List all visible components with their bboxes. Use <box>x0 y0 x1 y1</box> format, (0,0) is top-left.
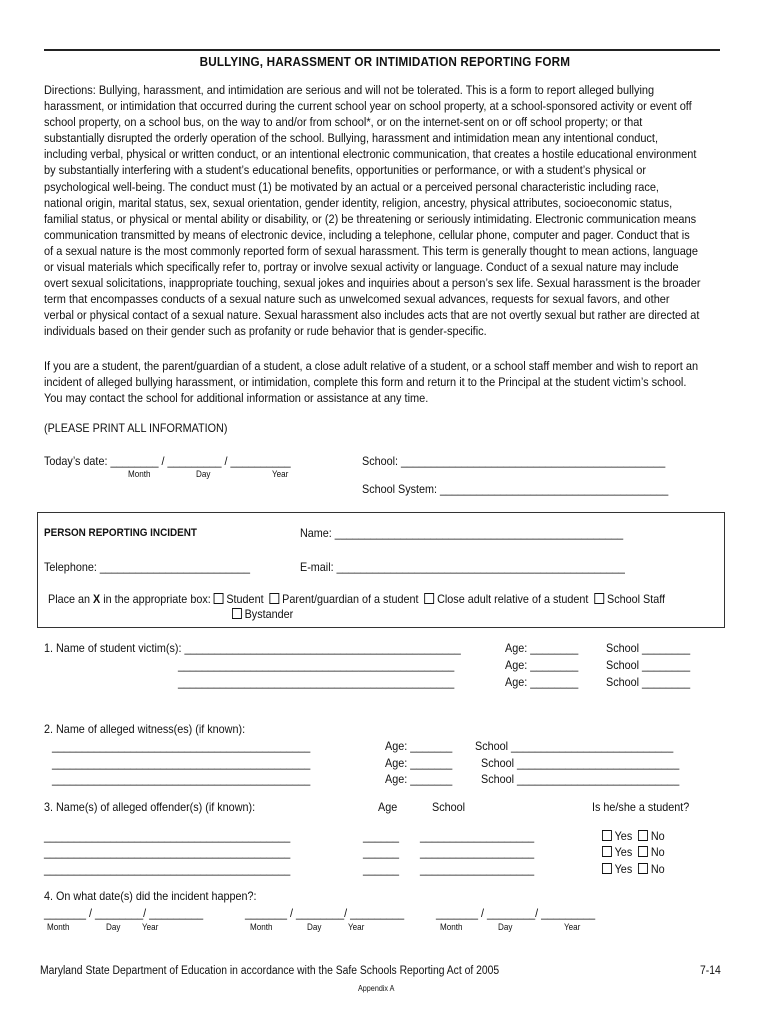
incident-date-field[interactable]: _______ / ________/ _________ <box>436 906 596 920</box>
date-month-label: Month <box>47 922 70 932</box>
no-checkbox[interactable] <box>638 863 648 874</box>
date-month-label: Month <box>250 922 273 932</box>
victim-school-field[interactable]: School ________ <box>606 641 691 655</box>
title-rule <box>44 49 720 51</box>
reporter-telephone-field[interactable]: Telephone: _________________________ <box>44 560 251 574</box>
date-day-label: Day <box>196 469 211 479</box>
directions-line: verbal or physical contact of a sexual nature. Sexual harassment also includes acts that are not overtly sexual but rather are directed at <box>44 308 700 323</box>
offender-student-choice <box>602 862 665 876</box>
directions-line: familial status, or physical or mental ability or disability, or (2) be threatening or seriously intimidating. Electronic communication means <box>44 211 697 226</box>
bystander-option-label: Bystander <box>244 607 294 621</box>
witness-label: 2. Name of alleged witness(es) (if known): <box>44 722 246 736</box>
date-month-label: Month <box>128 469 151 479</box>
directions-line: national origin, marital status, sex, sexual orientation, gender identity, religion, ancestry, physical attributes, socioeconomic status, <box>44 195 673 210</box>
footer-text: Maryland State Department of Education in accordance with the Safe Schools Reporting Act of 2005 <box>40 965 500 977</box>
school-field[interactable]: School: ____________________________________________ <box>362 454 666 468</box>
witness-name-field[interactable]: ___________________________________________ <box>52 739 311 753</box>
staff-checkbox[interactable] <box>594 593 604 604</box>
student-option-label: Student <box>226 592 264 606</box>
print-note: (PLEASE PRINT ALL INFORMATION) <box>44 421 228 435</box>
offender-age-field[interactable]: ______ <box>363 862 400 876</box>
directions-line: Directions: Bullying, harassment, and intimidation are serious and will not be tolerated. This is a form to report alleged bullying <box>44 83 655 97</box>
directions-paragraph <box>44 82 710 340</box>
date-year-label: Year <box>142 922 159 932</box>
reporter-heading: PERSON REPORTING INCIDENT <box>44 527 197 539</box>
witness-school-field[interactable]: School ___________________________ <box>475 739 674 753</box>
yes-checkbox[interactable] <box>602 846 612 857</box>
yes-label: Yes <box>614 829 633 843</box>
offender-school-field[interactable]: ___________________ <box>420 862 535 876</box>
no-label: No <box>650 829 665 843</box>
staff-option-label: School Staff <box>606 592 666 606</box>
relative-option-label: Close adult relative of a student <box>437 592 589 606</box>
reporter-name-field[interactable]: Name: ________________________________________________ <box>300 526 624 540</box>
yes-checkbox[interactable] <box>602 863 612 874</box>
victim-name-field[interactable]: ______________________________________________ <box>178 675 455 689</box>
incident-date-field[interactable]: _______ / ________/ _________ <box>44 906 204 920</box>
place-x-prefix: Place an <box>48 592 94 606</box>
offender-name-field[interactable]: _________________________________________ <box>44 862 291 876</box>
witness-age-field[interactable]: Age: _______ <box>385 756 453 770</box>
place-x-suffix: in the appropriate box: <box>100 592 211 606</box>
offender-name-field[interactable]: _________________________________________ <box>44 829 291 843</box>
directions-line: communication transmitted by means of electronic device, including a telephone, cellular phone, computer and pager. Conduct that is <box>44 227 690 242</box>
date-year-label: Year <box>272 469 289 479</box>
parent-option-label: Parent/guardian of a student <box>282 592 419 606</box>
directions-line: or visual materials which specifically refer to, portray or involve sexual activity or language. Conduct of a sexual nature may include <box>44 260 679 275</box>
offender-name-field[interactable]: _________________________________________ <box>44 845 291 859</box>
witness-name-field[interactable]: ___________________________________________ <box>52 756 311 770</box>
victim-name-field[interactable]: 1. Name of student victim(s): ______________________________________________ <box>44 641 461 655</box>
witness-school-field[interactable]: School ___________________________ <box>481 772 680 786</box>
victim-age-field[interactable]: Age: ________ <box>505 675 579 689</box>
witness-age-field[interactable]: Age: _______ <box>385 739 453 753</box>
victim-age-field[interactable]: Age: ________ <box>505 658 579 672</box>
reporter-role-row <box>48 592 665 606</box>
offender-age-header: Age <box>378 800 398 814</box>
victim-school-field[interactable]: School ________ <box>606 675 691 689</box>
directions-line: term that encompasses conducts of a sexual nature such as unwelcomed sexual advances, requests for sexual favors, and other <box>44 292 670 307</box>
no-label: No <box>650 862 665 876</box>
instructions-line: If you are a student, the parent/guardian of a student, a close adult relative of a student, or a school staff member and wish to report an <box>44 359 699 373</box>
offender-age-field[interactable]: ______ <box>363 845 400 859</box>
directions-line: individuals based on their gender such as profanity or rude behavior that is gender-specific. <box>44 324 487 339</box>
yes-label: Yes <box>614 862 633 876</box>
victim-name-field[interactable]: ______________________________________________ <box>178 658 455 672</box>
offender-student-choice <box>602 829 665 843</box>
directions-line: overt sexual solicitations, inappropriate touching, sexual jokes and inquiries about a person’s sex life. Sexual harassment is the broader <box>44 276 701 291</box>
instructions-paragraph <box>44 358 710 406</box>
offender-school-field[interactable]: ___________________ <box>420 845 535 859</box>
instructions-line: incident of alleged bullying harassment, or intimidation, complete this form and return it to the Principal at the student victim’s school. <box>44 375 687 390</box>
parent-checkbox[interactable] <box>270 593 280 604</box>
directions-line: of a sexual nature is the most commonly reported form of sexual harassment. This term is generally thought to mean actions, language <box>44 243 698 258</box>
incident-date-field[interactable]: _______ / ________/ _________ <box>245 906 405 920</box>
date-year-label: Year <box>564 922 581 932</box>
page-number: 7-14 <box>700 965 721 977</box>
offender-student-header: Is he/she a student? <box>592 800 690 814</box>
no-label: No <box>650 845 665 859</box>
student-checkbox[interactable] <box>214 593 224 604</box>
directions-line: psychological well-being. The conduct must (1) be motivated by an actual or a perceived personal characteristic including race, <box>44 179 659 194</box>
directions-line: school property, on a school bus, on the way to and/or from school*, or on the internet-sent on or off school property; or that <box>44 115 643 130</box>
victim-school-field[interactable]: School ________ <box>606 658 691 672</box>
no-checkbox[interactable] <box>638 846 648 857</box>
directions-line: harassment, or intimidation that occurred during the current school year on school property, at a school-sponsored activity or event off <box>44 99 692 114</box>
todays-date-field[interactable]: Today’s date: ________ / _________ / __________ <box>44 454 291 468</box>
date-day-label: Day <box>106 922 121 932</box>
bystander-option <box>232 607 293 621</box>
offender-school-field[interactable]: ___________________ <box>420 829 535 843</box>
witness-school-field[interactable]: School ___________________________ <box>481 756 680 770</box>
witness-name-field[interactable]: ___________________________________________ <box>52 772 311 786</box>
offender-label: 3. Name(s) of alleged offender(s) (if known): <box>44 800 256 814</box>
form-title: BULLYING, HARASSMENT OR INTIMIDATION REPORTING FORM <box>199 54 571 69</box>
no-checkbox[interactable] <box>638 830 648 841</box>
relative-checkbox[interactable] <box>424 593 434 604</box>
witness-age-field[interactable]: Age: _______ <box>385 772 453 786</box>
offender-age-field[interactable]: ______ <box>363 829 400 843</box>
date-month-label: Month <box>440 922 463 932</box>
yes-label: Yes <box>614 845 633 859</box>
date-day-label: Day <box>498 922 513 932</box>
appendix-label: Appendix A <box>358 984 395 993</box>
directions-line: by substantially interfering with a student’s educational benefits, opportunities or performance, or with a student’s physical or <box>44 163 647 178</box>
date-day-label: Day <box>307 922 322 932</box>
offender-school-header: School <box>432 800 466 814</box>
directions-line: including verbal, physical or written conduct, or an intentional electronic communication, that creates a hostile educational environment <box>44 147 697 162</box>
yes-checkbox[interactable] <box>602 830 612 841</box>
directions-line: substantially disrupted the orderly operation of the school. Bullying, harassment and intimidation mean any intentional conduct, <box>44 131 659 146</box>
instructions-line: You may contact the school for additional information or assistance at any time. <box>44 391 429 406</box>
victim-age-field[interactable]: Age: ________ <box>505 641 579 655</box>
offender-student-choice <box>602 845 665 859</box>
date-year-label: Year <box>348 922 365 932</box>
school-system-field[interactable]: School System: ______________________________________ <box>362 482 669 496</box>
incident-date-label: 4. On what date(s) did the incident happen?: <box>44 889 257 903</box>
reporter-email-field[interactable]: E-mail: ________________________________________________ <box>300 560 625 574</box>
place-x-mark: X <box>93 592 101 606</box>
bystander-checkbox[interactable] <box>232 608 242 619</box>
